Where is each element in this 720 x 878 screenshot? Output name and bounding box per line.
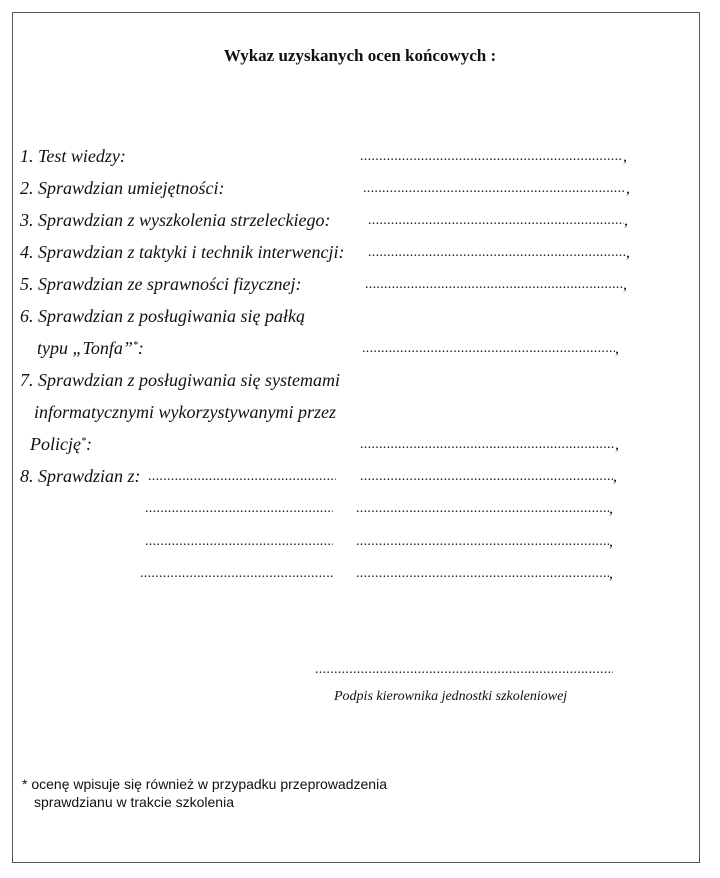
signature-field[interactable] — [315, 659, 613, 681]
item-7-label: 7. Sprawdzian z posługiwania się systemami — [20, 370, 341, 390]
item-8-grade-field-2[interactable] — [356, 498, 609, 520]
signature-label: Podpis kierownika jednostki szkoleniowej — [334, 689, 568, 704]
item-8-comma-3: , — [609, 533, 613, 550]
item-3-label: 3. Sprawdzian z wyszkolenia strzeleckiego: — [20, 210, 331, 230]
form-title: Wykaz uzyskanych ocen końcowych : — [223, 46, 497, 65]
item-7-label-cont — [30, 433, 92, 455]
item-2-grade-field[interactable] — [363, 178, 626, 200]
item-8-subject-field-3[interactable] — [145, 531, 333, 553]
item-7-label-colon: : — [85, 434, 92, 454]
item-5-comma: , — [623, 276, 627, 293]
item-6-comma: , — [615, 340, 619, 357]
item-6-label-line2: typu „Tonfa” — [37, 338, 133, 358]
item-8-grade-field-3[interactable] — [356, 531, 609, 553]
item-5-grade-field[interactable] — [365, 274, 623, 296]
item-8-comma-1: , — [613, 468, 617, 485]
item-8-grade-field-4[interactable] — [356, 563, 609, 585]
footnote-text-2: sprawdzianu w trakcie szkolenia — [34, 794, 234, 810]
item-8-comma-2: , — [609, 500, 613, 517]
footnote-marker: * — [22, 776, 28, 792]
item-8-comma-4: , — [609, 565, 613, 582]
item-4-label: 4. Sprawdzian z taktyki i technik interwencji: — [20, 242, 345, 262]
item-6-footnote-mark: * — [132, 340, 138, 351]
item-6-label-cont — [37, 337, 144, 359]
item-2-label: 2. Sprawdzian umiejętności: — [20, 178, 225, 198]
item-8-subject-field-4[interactable] — [140, 563, 333, 585]
item-3-grade-field[interactable] — [368, 210, 624, 232]
item-7-grade-field[interactable] — [360, 434, 615, 456]
item-2-comma: , — [626, 180, 630, 197]
footnote — [22, 775, 387, 811]
item-1-label: 1. Test wiedzy: — [20, 146, 126, 166]
item-7-label-line2: informatycznymi wykorzystywanymi przez — [34, 402, 336, 422]
item-1-grade-field[interactable] — [360, 146, 623, 168]
item-8-subject-field-2[interactable] — [145, 498, 333, 520]
item-3-comma: , — [624, 212, 628, 229]
item-6-grade-field[interactable] — [362, 338, 615, 360]
item-4-comma: , — [626, 244, 630, 261]
item-8-subject-field-1[interactable] — [148, 466, 336, 488]
item-8-grade-field-1[interactable] — [360, 466, 613, 488]
footnote-text-1: ocenę wpisuje się również w przypadku przeprowadzenia — [31, 776, 387, 792]
item-7-label-line3: Policję — [30, 434, 81, 454]
item-4-grade-field[interactable] — [368, 242, 626, 264]
item-7-comma: , — [615, 436, 619, 453]
footnote-line-1 — [22, 775, 387, 793]
item-8-label: 8. Sprawdzian z: — [20, 466, 141, 486]
item-6-label-colon: : — [137, 338, 144, 358]
item-5-label: 5. Sprawdzian ze sprawności fizycznej: — [20, 274, 302, 294]
item-6-label: 6. Sprawdzian z posługiwania się pałką — [20, 306, 306, 326]
item-7-footnote-mark: * — [80, 436, 86, 447]
item-1-comma: , — [623, 148, 627, 165]
